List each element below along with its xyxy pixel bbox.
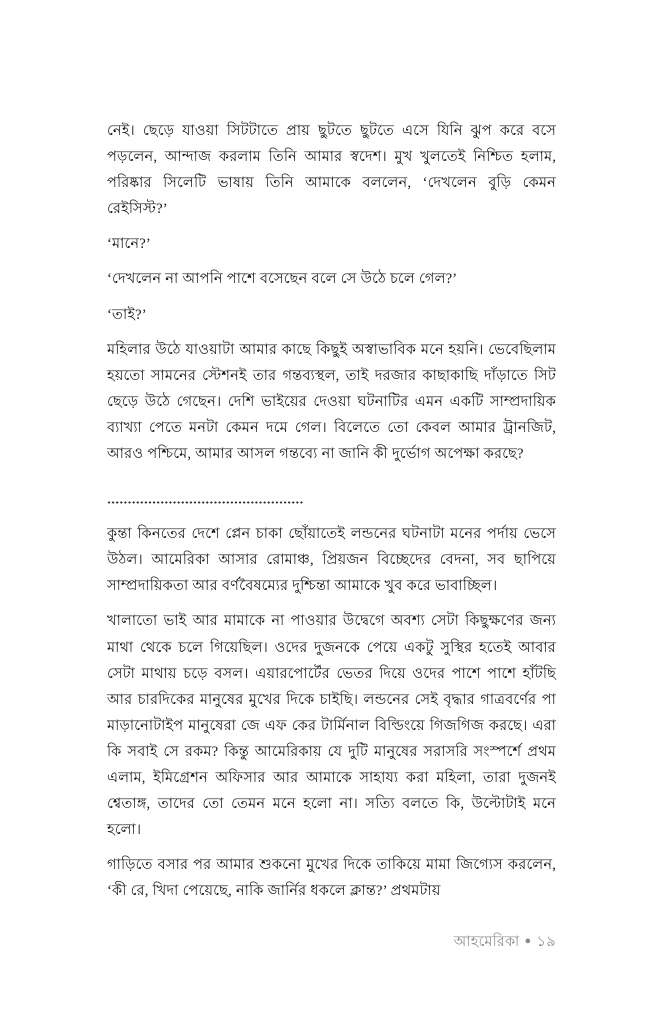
- footer-separator-icon: ●: [524, 935, 532, 947]
- paragraph-5: মহিলার উঠে যাওয়াটা আমার কাছে কিছুই অস্বাভাবিক মনে হয়নি। ভেবেছিলাম হয়তো সামনের স্টেশনই তার গন্তব্যস্থল, তাই দরজার কাছাকাছি দাঁড়াতে সিট ছেড়ে উঠে গেছেন। দেশি ভাইয়ের দেওয়া ঘটনাটির এমন একটি সাম্প্রদায়িক ব্যাখ্যা পেতে মনটা কেমন দমে গেল। বিলেতে তো কেবল আমার ট্রানজিট, আরও পশ্চিমে, আমার আসল গন্তব্যে না জানি কী দুর্ভোগ অপেক্ষা করছে?: [107, 341, 556, 463]
- paragraph-7: খালাতো ভাই আর মামাকে না পাওয়ার উদ্বেগে অবশ্য সেটা কিছুক্ষণের জন্য মাথা থেকে চলে গিয়েছিল। ওদের দুজনকে পেয়ে একটু সুস্থির হতেই আবার সেটা মাথায় চড়ে বসল। এয়ারপোর্টের ভেতর দিয়ে ওদের পাশে পাশে হাঁটছি আর চারদিকের মানুষের মুখের দিকে চাইছি। লন্ডনের সেই বৃদ্ধার গাত্রবর্ণের পা মাড়ানোটাইপ মানুষেরা জে এফ কের টার্মিনাল বিল্ডিংয়ে গিজগিজ করছে। এরা কি সবাই সে রকম? কিন্তু আমেরিকায় যে দুটি মানুষের সরাসরি সংস্পর্শে প্রথম এলাম, ইমিগ্রেশন অফিসার আর আমাকে সাহায্য করা মহিলা, তারা দুজনই শ্বেতাঙ্গ, তাদের তো তেমন মনে হলো না। সত্যি বলতে কি, উল্টোটাই মনে হলো।: [107, 613, 556, 839]
- paragraph-6: কুন্তা কিনতের দেশে প্লেন চাকা ছোঁয়াতেই লন্ডনের ঘটনাটা মনের পর্দায় ভেসে উঠল। আমেরিকা আসার রোমাঞ্চ, প্রিয়জন বিচ্ছেদের বেদনা, সব ছাপিয়ে সাম্প্রদায়িকতা আর বর্ণবৈষম্যের দুশ্চিন্তা আমাকে খুব করে ভাবাচ্ছিল।: [107, 526, 556, 595]
- dotted-rule-icon: [107, 501, 303, 504]
- paragraph-3-dialogue: ‘দেখলেন না আপনি পাশে বসেছেন বলে সে উঠে চলে গেল?’: [107, 271, 458, 288]
- page-footer: [107, 932, 556, 953]
- page-text-block: [107, 118, 556, 904]
- paragraph-2-dialogue: ‘মানে?’: [107, 236, 151, 253]
- paragraph-1: নেই। ছেড়ে যাওয়া সিটটাতে প্রায় ছুটতে ছুটতে এসে যিনি ঝুপ করে বসে পড়লেন, আন্দাজ করলাম তিনি আমার স্বদেশ। মুখ খুলতেই নিশ্চিত হলাম, পরিষ্কার সিলেটি ভাষায় তিনি আমাকে বললেন, ‘দেখলেন বুড়ি কেমন রেইসিস্ট?’: [107, 123, 556, 218]
- section-separator: [107, 501, 556, 511]
- footer-page-number: ১৯: [536, 934, 556, 950]
- footer-book-title: আহমেরিকা: [453, 934, 520, 950]
- paragraph-8: গাড়িতে বসার পর আমার শুকনো মুখের দিকে তাকিয়ে মামা জিগ্যেস করলেন, ‘কী রে, খিদা পেয়েছে, নাকি জার্নির ধকলে ক্লান্ত?’ প্রথমটায়: [107, 857, 556, 900]
- paragraph-4-dialogue: ‘তাই?’: [107, 306, 147, 323]
